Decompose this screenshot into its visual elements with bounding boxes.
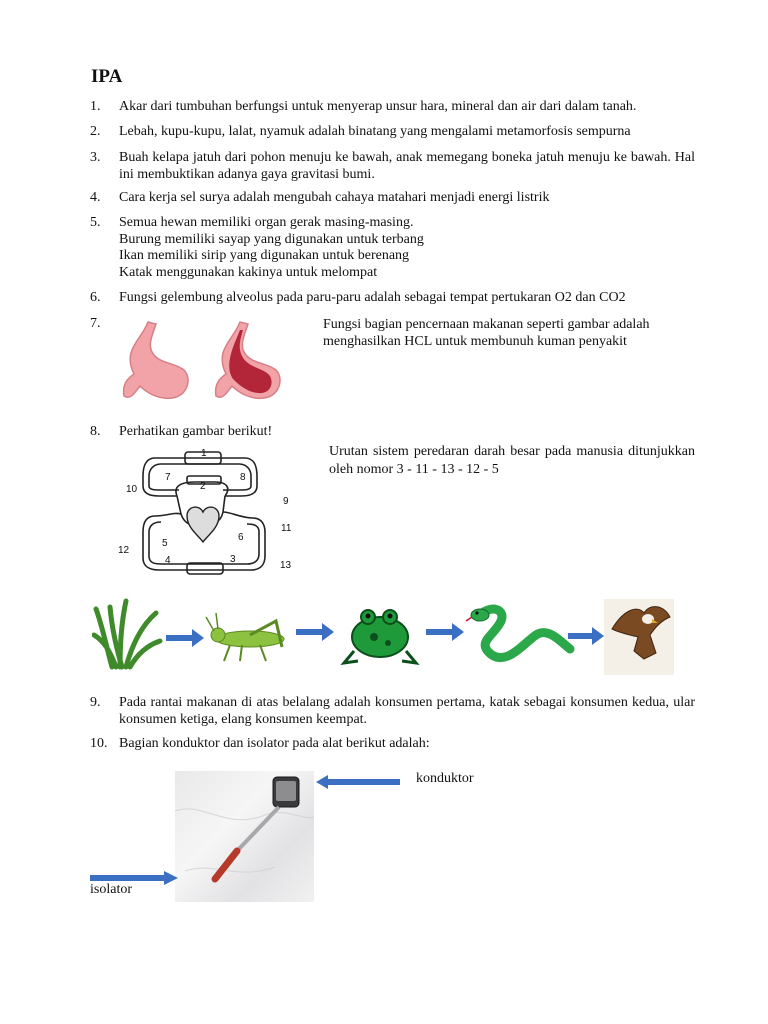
question-2 (90, 124, 695, 141)
question-8 (90, 424, 695, 441)
grasshopper-icon (206, 613, 284, 661)
diagram-label-10: 10 (126, 484, 138, 495)
question-number: 8. (90, 424, 101, 439)
question-10 (90, 736, 695, 753)
grass-icon (94, 601, 160, 667)
diagram-label-3: 3 (230, 554, 236, 565)
isolator-label: isolator (90, 882, 132, 897)
question-number: 9. (90, 695, 101, 710)
question-text: Pada rantai makanan di atas belalang adalah konsumen pertama, katak sebagai konsumen kedua, ular konsumen ketiga, elang konsumen keempat. (119, 695, 695, 727)
question-9 (90, 695, 695, 728)
konduktor-label: konduktor (416, 771, 474, 786)
arrow-icon (568, 627, 604, 645)
diagram-label-1: 1 (201, 448, 207, 459)
diagram-label-11: 11 (281, 523, 292, 534)
konduktor-arrow-icon (314, 775, 402, 789)
question-text: Akar dari tumbuhan berfungsi untuk menyerap unsur hara, mineral dan air dari dalam tanah. (119, 99, 637, 114)
question-text: Buah kelapa jatuh dari pohon menuju ke bawah, anak memegang boneka jatuh menuju ke bawah. Hal ini membuktikan adanya gaya gravitasi bumi. (119, 150, 695, 182)
question-number: 5. (90, 215, 101, 230)
question-3 (90, 150, 695, 183)
diagram-label-13: 13 (280, 560, 292, 571)
question-text: Lebah, kupu-kupu, lalat, nyamuk adalah binatang yang mengalami metamorfosis sempurna (119, 124, 631, 139)
question-text: Bagian konduktor dan isolator pada alat berikut adalah: (119, 736, 430, 751)
arrow-icon (426, 623, 464, 641)
question-text: Burung memiliki sayap yang digunakan untuk terbang (119, 231, 424, 247)
question-text: Fungsi gelembung alveolus pada paru-paru adalah sebagai tempat pertukaran O2 dan CO2 (119, 290, 626, 305)
arrow-icon (166, 629, 204, 647)
diagram-label-8: 8 (240, 472, 246, 483)
q7-answer-text: Fungsi bagian pencernaan makanan seperti gambar adalah menghasilkan HCL untuk membunuh kuman penyakit (323, 317, 650, 349)
page-title: IPA (91, 66, 123, 87)
diagram-label-12: 12 (118, 545, 130, 556)
spatula-photo (175, 771, 314, 902)
diagram-label-7: 7 (165, 472, 171, 483)
question-5 (90, 215, 695, 281)
spatula-icon (215, 777, 299, 879)
diagram-label-9: 9 (283, 496, 289, 507)
diagram-label-5: 5 (162, 538, 168, 549)
question-text: Katak menggunakan kakinya untuk melompat (119, 264, 378, 280)
snake-icon (466, 609, 570, 658)
diagram-label-2: 2 (200, 481, 206, 492)
question-text: Cara kerja sel surya adalah mengubah cahaya matahari menjadi energi listrik (119, 190, 550, 205)
heart-icon (187, 507, 219, 542)
question-number: 4. (90, 190, 101, 205)
arrow-icon (296, 623, 334, 641)
question-text: Semua hewan memiliki organ gerak masing-masing. (119, 215, 414, 230)
question-number: 1. (90, 99, 101, 114)
circulation-diagram (115, 446, 300, 581)
diagram-label-4: 4 (165, 555, 171, 566)
question-text: Ikan memiliki sirip yang digunakan untuk berenang (119, 248, 410, 263)
stomach-section-icon (216, 322, 280, 398)
question-number: 2. (90, 124, 101, 139)
eagle-icon (604, 599, 674, 675)
q8-answer-text: Urutan sistem peredaran darah besar pada manusia ditunjukkan oleh nomor 3 - 11 - 13 - 12 - 5 (329, 444, 695, 477)
question-text: Perhatikan gambar berikut! (119, 424, 273, 439)
question-number: 3. (90, 150, 101, 165)
question-number: 6. (90, 290, 101, 305)
stomach-illustration (118, 318, 293, 406)
diagram-label-6: 6 (238, 532, 244, 543)
question-4 (90, 190, 695, 207)
question-6 (90, 290, 695, 307)
question-number: 10. (90, 736, 108, 751)
stomach-outer-icon (124, 322, 188, 398)
frog-icon (344, 610, 416, 663)
question-1 (90, 99, 695, 116)
food-chain (92, 595, 682, 675)
question-number: 7. (90, 316, 101, 331)
